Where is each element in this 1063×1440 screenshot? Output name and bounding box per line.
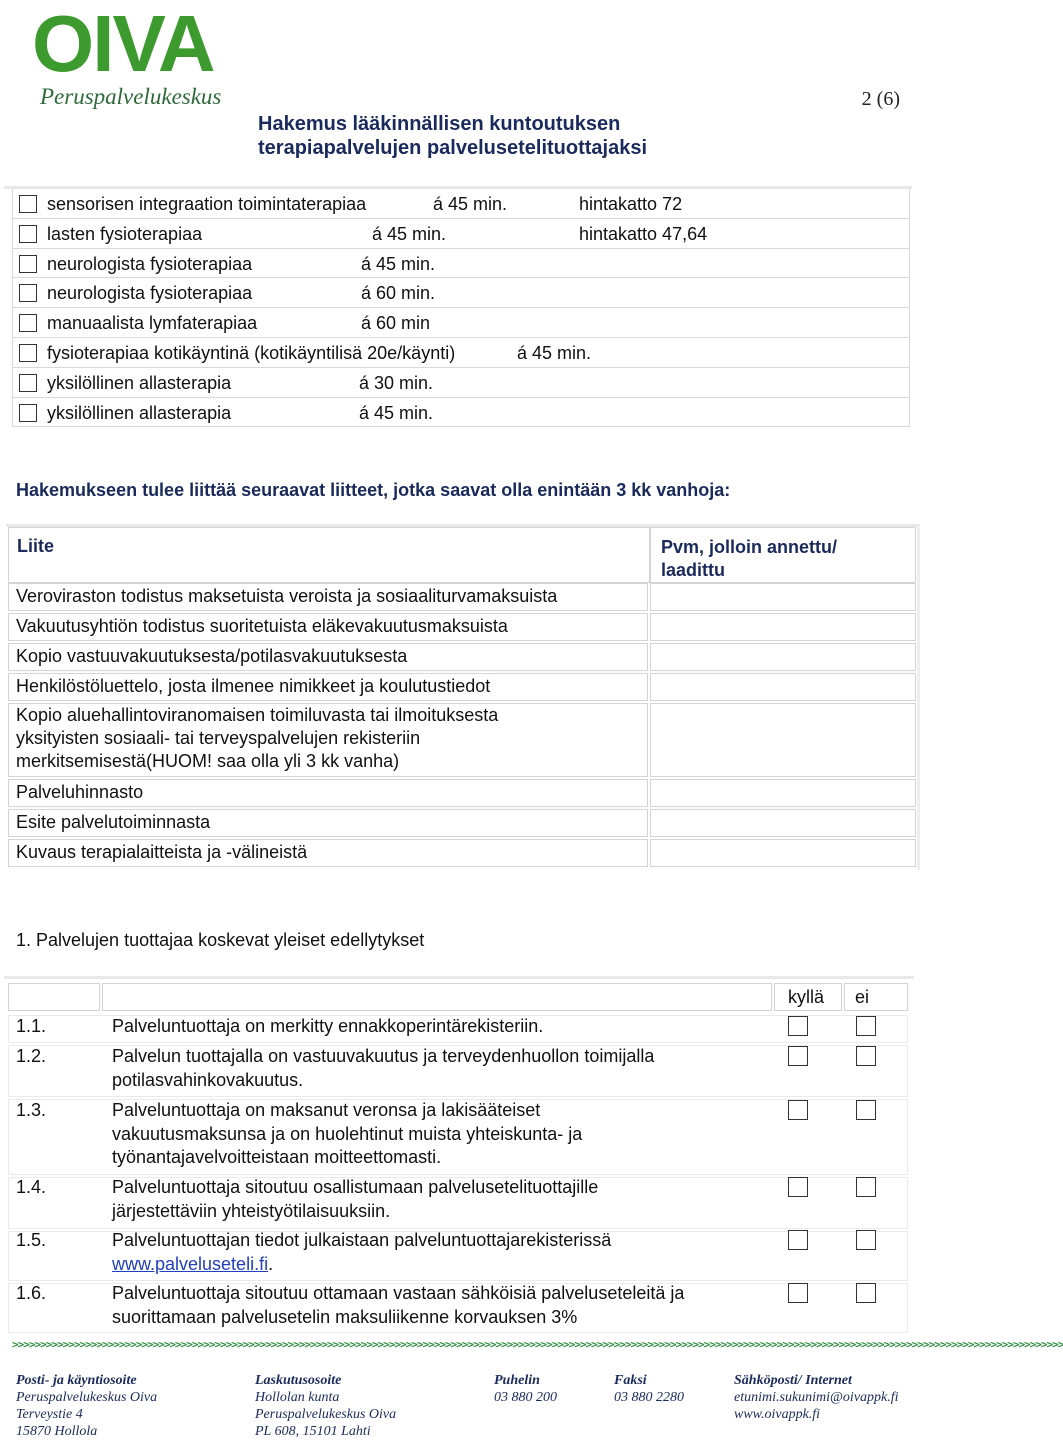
condition-text (112, 1176, 772, 1223)
attachment-item: Kopio vastuuvakuutuksesta/potilasvakuutuksesta (16, 646, 408, 666)
attachment-item: Esite palvelutoiminnasta (16, 812, 211, 832)
therapy-checkbox[interactable] (19, 225, 37, 243)
palveluseteli-link[interactable]: www.palveluseteli.fi (112, 1253, 269, 1274)
therapy-name: yksilöllinen allasterapia (47, 402, 232, 423)
no-header-cell (844, 983, 908, 1011)
section-1-title: 1. Palvelujen tuottajaa koskevat yleiset edellytykset (16, 930, 425, 950)
footer-heading: Faksi (614, 1373, 647, 1388)
attachment-column-header: Liite (17, 536, 55, 556)
condition-number: 1.2. (16, 1046, 47, 1066)
condition-text-line: vakuutusmaksunsa ja on huolehtinut muista yhteiskunta- ja (112, 1123, 583, 1144)
conditions-header-cell (102, 983, 772, 1011)
therapy-row (12, 368, 910, 398)
therapy-list (4, 186, 912, 427)
title-line-2: terapiapalvelujen palvelusetelituottajaksi (258, 137, 648, 159)
footer-line: 03 880 200 (494, 1390, 557, 1405)
therapy-row (12, 338, 910, 368)
condition-text-line: Palveluntuottaja on merkitty ennakkoperintärekisteriin. (112, 1016, 544, 1036)
therapy-name: fysioterapiaa kotikäyntinä (kotikäyntilisä 20e/käynti) (47, 342, 456, 363)
attachment-item: Kopio aluehallintoviranomaisen toimiluvasta tai ilmoituksesta (16, 705, 499, 725)
footer-heading: Puhelin (494, 1373, 540, 1388)
condition-number: 1.5. (16, 1230, 47, 1250)
therapy-row (12, 398, 910, 428)
footer-line: Peruspalvelukeskus Oiva (16, 1390, 158, 1405)
condition-number: 1.4. (16, 1177, 47, 1197)
condition-no-checkbox[interactable] (856, 1177, 876, 1197)
date-header-line-1: Pvm, jolloin annettu/ (661, 537, 838, 557)
condition-text-line: suorittamaan palvelusetelin maksuliikenne korvauksen 3% (112, 1306, 578, 1327)
condition-number: 1.3. (16, 1100, 47, 1120)
condition-text-line: Palveluntuottaja sitoutuu ottamaan vastaan sähköisiä palveluseteleitä ja (112, 1283, 685, 1303)
footer-line: 15870 Hollola (16, 1424, 98, 1439)
page-number: 2 (6) (861, 88, 900, 110)
no-column-header: ei (855, 987, 870, 1007)
title-line-1: Hakemus lääkinnällisen kuntoutuksen (258, 113, 621, 135)
link-suffix: . (268, 1253, 274, 1274)
oiva-logo (14, 0, 244, 109)
footer-line: Hollolan kunta (255, 1390, 340, 1405)
therapy-duration: á 45 min. (359, 402, 434, 423)
date-input-cell[interactable] (650, 839, 916, 867)
condition-text (112, 1015, 772, 1039)
date-input-cell[interactable] (650, 643, 916, 671)
yes-column-header: kyllä (788, 987, 825, 1007)
therapy-duration: á 60 min (361, 313, 431, 334)
condition-text-line: Palvelun tuottajalla on vastuuvakuutus ja terveydenhuollon toimijalla (112, 1046, 655, 1066)
condition-text (112, 1045, 772, 1092)
attachments-header-cell (8, 527, 650, 583)
date-input-cell[interactable] (650, 779, 916, 807)
condition-text-line: Palveluntuottaja on maksanut veronsa ja lakisääteiset (112, 1100, 541, 1120)
attachment-item: Veroviraston todistus maksetuista veroista ja sosiaaliturvamaksuista (16, 586, 558, 606)
therapy-row (12, 219, 910, 249)
condition-text-line: Palveluntuottaja sitoutuu osallistumaan palvelusetelituottajille (112, 1177, 599, 1197)
condition-text-line: potilasvahinkovakuutus. (112, 1069, 304, 1090)
therapy-checkbox[interactable] (19, 255, 37, 273)
therapy-name: neurologista fysioterapiaa (47, 253, 253, 274)
date-column-header (661, 536, 837, 582)
condition-text-line: työnantajavelvoitteistaan moitteettomasti. (112, 1147, 442, 1167)
therapy-checkbox[interactable] (19, 284, 37, 302)
therapy-name: sensorisen integraation toimintaterapiaa (47, 194, 367, 214)
therapy-duration: á 45 min. (433, 194, 508, 214)
footer-heading: Laskutusosoite (255, 1373, 342, 1388)
therapy-duration: á 45 min. (372, 223, 447, 244)
date-input-cell[interactable] (650, 809, 916, 837)
footer-email-web (734, 1372, 899, 1423)
yes-header-cell (774, 983, 842, 1011)
footer-heading: Sähköposti/ Internet (734, 1373, 852, 1388)
logo-subtitle: Peruspalvelukeskus (40, 84, 222, 109)
condition-text (112, 1282, 772, 1329)
logo-wordmark: OIVA (32, 0, 214, 88)
condition-text (112, 1099, 772, 1170)
condition-text-line: järjestettäviin yhteistyötilaisuuksiin. (112, 1200, 391, 1221)
therapy-price-cap: hintakatto 72 (579, 194, 683, 214)
condition-no-checkbox[interactable] (856, 1016, 876, 1036)
condition-no-checkbox[interactable] (856, 1100, 876, 1120)
therapy-row (12, 278, 910, 308)
footer-email[interactable]: etunimi.sukunimi@oivappk.fi (734, 1390, 899, 1405)
therapy-price-cap: hintakatto 47,64 (579, 223, 708, 244)
therapy-name: neurologista fysioterapiaa (47, 283, 253, 304)
condition-text-line: Palveluntuottajan tiedot julkaistaan palveluntuottajarekisterissä (112, 1230, 612, 1250)
date-header-cell (650, 527, 916, 583)
footer-fax (614, 1372, 684, 1406)
document-title (258, 112, 647, 160)
condition-text-line (112, 1253, 772, 1277)
footer-phone (494, 1372, 557, 1406)
condition-yes-checkbox[interactable] (788, 1100, 808, 1120)
footer-heading: Posti- ja käyntiosoite (16, 1373, 137, 1388)
therapy-duration: á 45 min. (517, 342, 592, 363)
therapy-checkbox[interactable] (19, 374, 37, 392)
condition-number: 1.1. (16, 1016, 47, 1036)
condition-yes-checkbox[interactable] (788, 1283, 808, 1303)
condition-yes-checkbox[interactable] (788, 1016, 808, 1036)
footer-billing-address (255, 1372, 396, 1440)
therapy-name: lasten fysioterapiaa (47, 223, 203, 244)
footer-line: PL 608, 15101 Lahti (255, 1424, 371, 1439)
therapy-name: yksilöllinen allasterapia (47, 372, 232, 393)
therapy-row (12, 189, 910, 219)
footer-website[interactable]: www.oivappk.fi (734, 1407, 821, 1422)
attachment-item: yksityisten sosiaali- tai terveyspalvelujen rekisteriin (16, 728, 421, 748)
conditions-header-cell (8, 983, 100, 1011)
date-input-cell[interactable] (650, 613, 916, 641)
therapy-duration: á 45 min. (361, 253, 436, 274)
attachment-item: Kuvaus terapialaitteista ja -välineistä (16, 842, 308, 862)
date-input-cell[interactable] (650, 673, 916, 701)
therapy-name: manuaalista lymfaterapiaa (47, 313, 258, 334)
condition-yes-checkbox[interactable] (788, 1046, 808, 1066)
therapy-checkbox[interactable] (19, 195, 37, 213)
footer-line: Terveystie 4 (16, 1407, 83, 1422)
attachment-item: Henkilöstöluettelo, josta ilmenee nimikkeet ja koulutustiedot (16, 676, 491, 696)
therapy-checkbox[interactable] (19, 344, 37, 362)
footer-line: Peruspalvelukeskus Oiva (255, 1407, 397, 1422)
therapy-row (12, 308, 910, 338)
condition-yes-checkbox[interactable] (788, 1177, 808, 1197)
attachment-item: merkitsemisestä(HUOM! saa olla yli 3 kk vanha) (16, 751, 400, 771)
therapy-row (12, 249, 910, 279)
date-header-line-2: laadittu (661, 560, 726, 580)
condition-no-checkbox[interactable] (856, 1283, 876, 1303)
therapy-checkbox[interactable] (19, 314, 37, 332)
therapy-duration: á 60 min. (361, 283, 436, 304)
therapy-checkbox[interactable] (19, 404, 37, 422)
date-input-cell[interactable] (650, 583, 916, 611)
condition-no-checkbox[interactable] (856, 1046, 876, 1066)
attachments-heading: Hakemukseen tulee liittää seuraavat liitteet, jotka saavat olla enintään 3 kk vanhoja: (16, 480, 731, 500)
footer-arrow-divider: >>>>>>>>>>>>>>>>>>>>>>>>>>>>>>>>>>>>>>>>>>>>>>>>>>>>>>>>>>>>>>>>>>>>>>>>>>>>>>>>>>>>>>>>>>>>>>>>>>>>>>>>>>>>>>>>>>>>>>>>>>>>>>>>>>>>>>>>>>>>>>>>>>>>>>>>>>>>>>>>>>>>>>>>>>>>>>>>>>>>>>>>>>> (12, 1338, 1063, 1351)
condition-yes-checkbox[interactable] (788, 1230, 808, 1250)
footer-line: 03 880 2280 (614, 1390, 684, 1405)
footer-postal-address (16, 1372, 157, 1440)
therapy-duration: á 30 min. (359, 372, 434, 393)
attachment-item: Palveluhinnasto (16, 782, 144, 802)
date-input-cell[interactable] (650, 703, 916, 777)
condition-number: 1.6. (16, 1283, 47, 1303)
attachment-item: Vakuutusyhtiön todistus suoritetuista eläkevakuutusmaksuista (16, 616, 508, 636)
condition-no-checkbox[interactable] (856, 1230, 876, 1250)
condition-text (112, 1229, 772, 1276)
